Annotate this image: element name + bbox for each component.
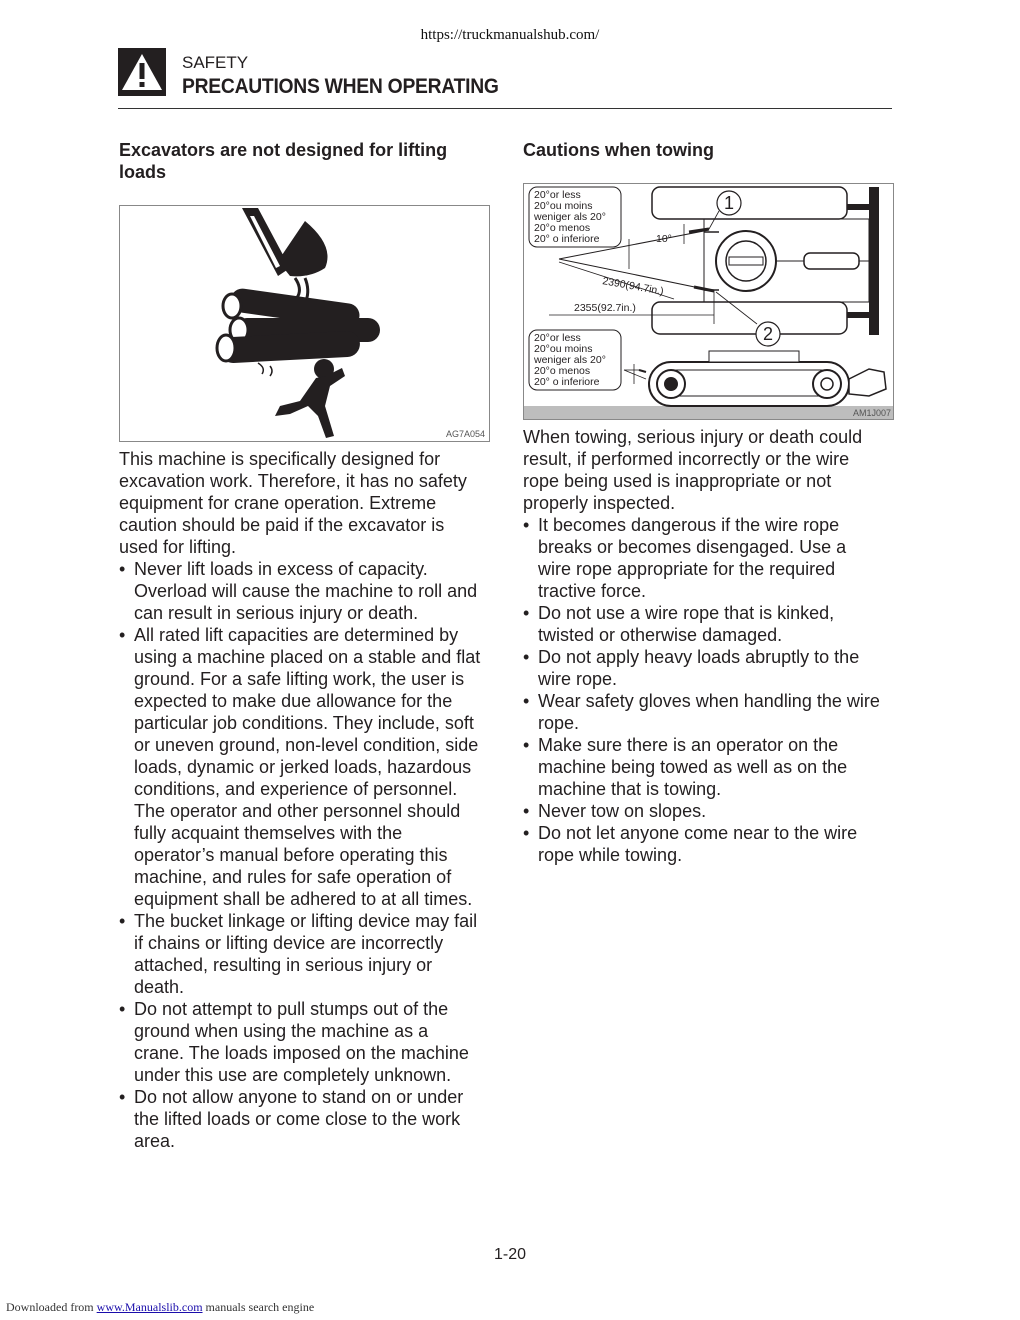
text-line: if chains or lifting device are incorrectly [134, 933, 444, 953]
text-line: expected to make due allowance for the [134, 691, 453, 711]
text-line: rope being used is inappropriate or not [523, 471, 832, 491]
manualslib-link[interactable]: www.Manualslib.com [96, 1300, 203, 1314]
text-line: machine being towed as well as on the [538, 757, 848, 777]
text-line: ground. For a safe lifting work, the user is [134, 669, 465, 689]
text-line: equipment shall be adhered to at all times. [134, 889, 473, 909]
page-number: 1-20 [493, 1246, 527, 1263]
callout-1: 1 [723, 193, 735, 213]
angle-label: 20°or less [534, 189, 581, 201]
list-item: • Wear safety gloves when handling the wire rope. [523, 691, 880, 733]
text-line: result, if performed incorrectly or the wire [523, 449, 850, 469]
list-item: • Do not let anyone come near to the wire rope while towing. [523, 823, 858, 865]
text-line: twisted or otherwise damaged. [538, 625, 783, 645]
footer-suffix: manuals search engine [202, 1300, 315, 1314]
text-line: wire rope. [538, 669, 618, 689]
list-item: • Do not apply heavy loads abruptly to the wire rope. [523, 647, 860, 689]
text-line: using a machine placed on a stable and flat [134, 647, 481, 667]
dim-short-label: 2355(92.7in.) [574, 302, 636, 314]
text-line: used for lifting. [119, 537, 237, 557]
angle-label: weniger als 20° [534, 211, 606, 223]
download-footer [6, 1300, 314, 1315]
text-line: crane. The loads imposed on the machine [134, 1043, 469, 1063]
lifting-illustration [120, 206, 489, 441]
page-header [118, 48, 892, 109]
page-title: PRECAUTIONS WHEN OPERATING [182, 75, 499, 98]
warning-triangle-icon [118, 48, 166, 96]
text-line: Do not let anyone come near to the wire [538, 823, 858, 843]
text-line: properly inspected. [523, 493, 676, 513]
callout-2: 2 [762, 324, 774, 344]
text-line: Overload will cause the machine to roll and [134, 581, 478, 601]
text-line: loads, dynamic or jerked loads, hazardous [134, 757, 472, 777]
text-line: Do not use a wire rope that is kinked, [538, 603, 835, 623]
towing-bullet-list [523, 514, 898, 866]
list-item: • Make sure there is an operator on the machine being towed as well as on the machine that is towing. [523, 735, 848, 799]
text-line: breaks or becomes disengaged. Use a [538, 537, 847, 557]
intro-paragraph [523, 426, 898, 514]
figure-code: AM1J007 [852, 408, 891, 418]
text-line: attached, resulting in serious injury or [134, 955, 433, 975]
list-item: • All rated lift capacities are determined by using a machine placed on a stable and flat ground. For a safe lifting work, the user is expected to make due allowance for the particular job conditions. They include, soft or uneven ground, non-level condition, side loads, dynamic or jerked loads, hazardous conditions, and experience of personnel. The operator and other personnel should fully acquaint themselves with the operator’s manual before operating this machine, and rules for safe operation of equipment shall be adhered to at all times. [119, 625, 481, 909]
angle-label: 20°o menos [534, 222, 591, 234]
angle-label: 20° o inferiore [534, 233, 600, 245]
text-line: Do not apply heavy loads abruptly to the [538, 647, 860, 667]
angle-label: 20°ou moins [534, 200, 593, 212]
left-heading-line: loads [119, 162, 167, 182]
source-url[interactable]: https://truckmanualshub.com/ [420, 27, 600, 43]
text-line: The operator and other personnel should [134, 801, 461, 821]
text-line: Never tow on slopes. [538, 801, 707, 821]
list-item: • Never tow on slopes. [523, 801, 707, 821]
text-line: equipment for crane operation. Extreme [119, 493, 437, 513]
text-line: the lifted loads or come close to the work [134, 1109, 461, 1129]
text-line: fully acquaint themselves with the [134, 823, 403, 843]
text-line: particular job conditions. They include, soft [134, 713, 474, 733]
text-line: or uneven ground, non-level condition, side [134, 735, 479, 755]
text-line: rope while towing. [538, 845, 683, 865]
towing-text [523, 426, 898, 866]
text-line: All rated lift capacities are determined by [134, 625, 459, 645]
list-item: • It becomes dangerous if the wire rope breaks or becomes disengaged. Use a wire rope appropriate for the required tractive force. [523, 515, 847, 601]
text-line: death. [134, 977, 185, 997]
text-line: caution should be paid if the excavator is [119, 515, 445, 535]
text-line: excavation work. Therefore, it has no safety [119, 471, 467, 491]
list-item: • Do not attempt to pull stumps out of the ground when using the machine as a crane. The loads imposed on the machine under this use are completely unknown. [119, 999, 469, 1085]
text-line: machine that is towing. [538, 779, 722, 799]
text-line: It becomes dangerous if the wire rope [538, 515, 840, 535]
angle-label: 20° o inferiore [534, 376, 600, 388]
text-line: under this use are completely unknown. [134, 1065, 452, 1085]
text-line: Do not allow anyone to stand on or under [134, 1087, 464, 1107]
figure-code: AG7A054 [445, 429, 485, 439]
angle-label: 20°ou moins [534, 343, 593, 355]
section-label: SAFETY [182, 53, 249, 72]
left-heading [119, 139, 489, 183]
intro-paragraph [119, 448, 494, 558]
list-item: • Do not use a wire rope that is kinked, twisted or otherwise damaged. [523, 603, 835, 645]
list-item: • Never lift loads in excess of capacity. Overload will cause the machine to roll and can result in serious injury or death. [119, 559, 478, 623]
text-line: rope. [538, 713, 580, 733]
text-line: Do not attempt to pull stumps out of the [134, 999, 449, 1019]
dim-long-label: 2390(94.7in.) [601, 275, 665, 298]
text-line: This machine is specifically designed for [119, 449, 441, 469]
text-line: ground when using the machine as a [134, 1021, 429, 1041]
text-line: The bucket linkage or lifting device may fail [134, 911, 478, 931]
lifting-text [119, 448, 494, 1152]
right-heading: Cautions when towing [523, 140, 714, 160]
list-item: • The bucket linkage or lifting device may fail if chains or lifting device are incorrectly attached, resulting in serious injury or death. [119, 911, 478, 997]
text-line: conditions, and experience of personnel. [134, 779, 458, 799]
lifting-bullet-list [119, 558, 494, 1152]
angle-small-label: 10° [656, 233, 672, 245]
text-line: machine, and rules for safe operation of [134, 867, 452, 887]
text-line: area. [134, 1131, 176, 1151]
angle-label: weniger als 20° [534, 354, 606, 366]
angle-label: 20°or less [534, 332, 581, 344]
footer-prefix: Downloaded from [6, 1300, 97, 1314]
text-line: Never lift loads in excess of capacity. [134, 559, 428, 579]
text-line: wire rope appropriate for the required [538, 559, 836, 579]
angle-label: 20°o menos [534, 365, 591, 377]
towing-diagram [524, 184, 893, 419]
text-line: operator’s manual before operating this [134, 845, 448, 865]
lifting-warning-figure [119, 205, 490, 442]
text-line: tractive force. [538, 581, 647, 601]
text-line: When towing, serious injury or death could [523, 427, 863, 447]
left-heading-line: Excavators are not designed for lifting [119, 140, 448, 160]
text-line: Make sure there is an operator on the [538, 735, 839, 755]
text-line: can result in serious injury or death. [134, 603, 419, 623]
text-line: Wear safety gloves when handling the wire [538, 691, 880, 711]
list-item: • Do not allow anyone to stand on or under the lifted loads or come close to the work area. [119, 1087, 464, 1151]
towing-figure [523, 183, 894, 420]
